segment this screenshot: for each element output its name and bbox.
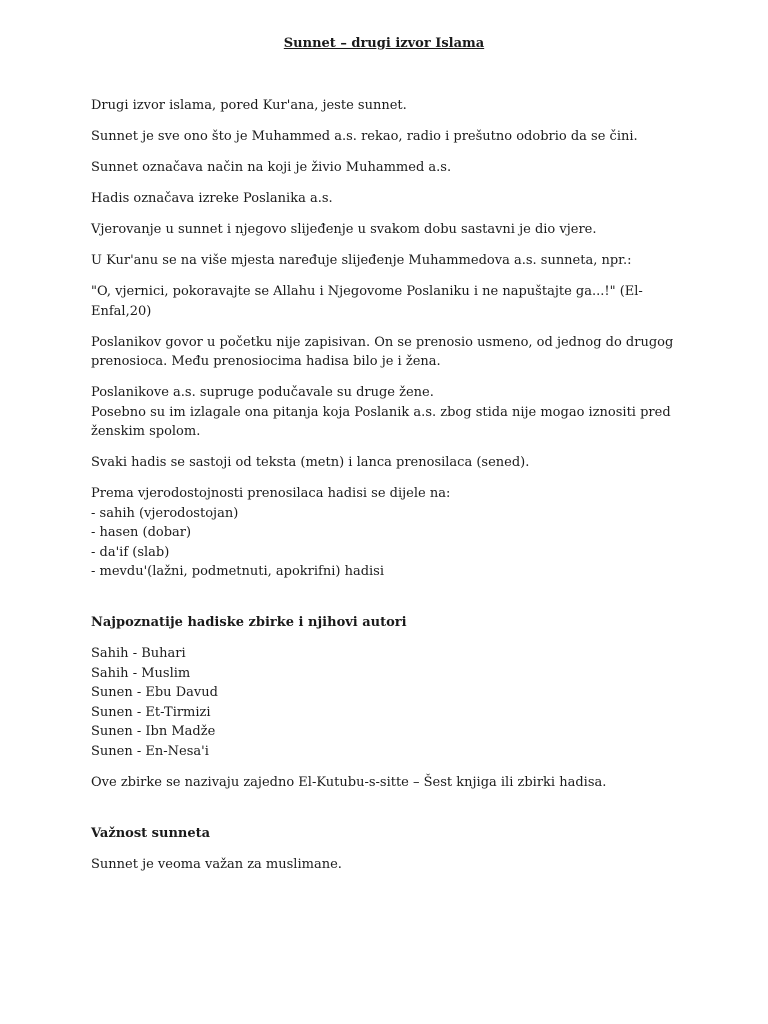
paragraph: Hadis označava izreke Poslanika a.s.: [91, 191, 333, 206]
classification-item: - hasen (dobar): [91, 525, 192, 540]
collections-note: Ove zbirke se nazivaju zajedno El-Kutubu-s-sitte – Šest knjiga ili zbirki hadisa.: [91, 774, 607, 790]
importance-heading: Važnost sunneta: [91, 825, 211, 841]
quote-paragraph: "O, vjernici, pokoravajte se Allahu i Njegovome Poslaniku i ne napuštajte ga...!" (El-Enfal,20): [91, 284, 643, 319]
paragraph: Sunnet je sve ono što je Muhammed a.s. rekao, radio i prešutno odobrio da se čini.: [91, 129, 638, 144]
wives-paragraph: [91, 383, 691, 442]
wives-line: Poslanikove a.s. supruge podučavale su druge žene.: [91, 385, 434, 400]
classification-list: [91, 484, 691, 582]
classification-item: - mevdu'(lažni, podmetnuti, apokrifni) hadisi: [91, 564, 385, 579]
paragraph: U Kur'anu se na više mjesta naređuje slijeđenje Muhammedova a.s. sunneta, npr.:: [91, 253, 632, 268]
collection-item: Sunen - Et-Tirmizi: [91, 704, 211, 720]
collection-item: Sunen - Ibn Madže: [91, 724, 216, 739]
spacer: [91, 593, 691, 613]
spacer: [91, 804, 691, 824]
document-body: [91, 96, 691, 886]
collection-item: Sunen - En-Nesa'i: [91, 743, 209, 759]
collections-heading: Najpoznatije hadiske zbirke i njihovi autori: [91, 615, 407, 630]
structure-paragraph: Svaki hadis se sastoji od teksta (metn) i lanca prenosilaca (sened).: [91, 455, 530, 470]
classification-item: - sahih (vjerodostojan): [91, 505, 239, 521]
transmission-paragraph: Poslanikov govor u početku nije zapisivan. On se prenosio usmeno, od jednog do drugog prenosioca. Među prenosiocima hadisa bilo je i žena.: [91, 334, 674, 369]
classification-item: - da'if (slab): [91, 544, 170, 560]
collection-item: Sahih - Buhari: [91, 646, 186, 661]
paragraph: Drugi izvor islama, pored Kur'ana, jeste sunnet.: [91, 98, 407, 113]
document-title: Sunnet – drugi izvor Islama: [283, 36, 485, 51]
paragraph: Sunnet označava način na koji je živio Muhammed a.s.: [91, 160, 452, 175]
importance-text: Sunnet je veoma važan za muslimane.: [91, 856, 342, 872]
classification-intro: Prema vjerodostojnosti prenosilaca hadisi se dijele na:: [91, 486, 451, 501]
collection-item: Sunen - Ebu Davud: [91, 685, 218, 700]
wives-line: Posebno su im izlagale ona pitanja koja Poslanik a.s. zbog stida nije mogao iznositi pred ženskim spolom.: [91, 404, 671, 439]
paragraph: Vjerovanje u sunnet i njegovo slijeđenje u svakom dobu sastavni je dio vjere.: [91, 222, 597, 237]
collection-item: Sahih - Muslim: [91, 665, 191, 681]
collections-list: [91, 644, 691, 761]
